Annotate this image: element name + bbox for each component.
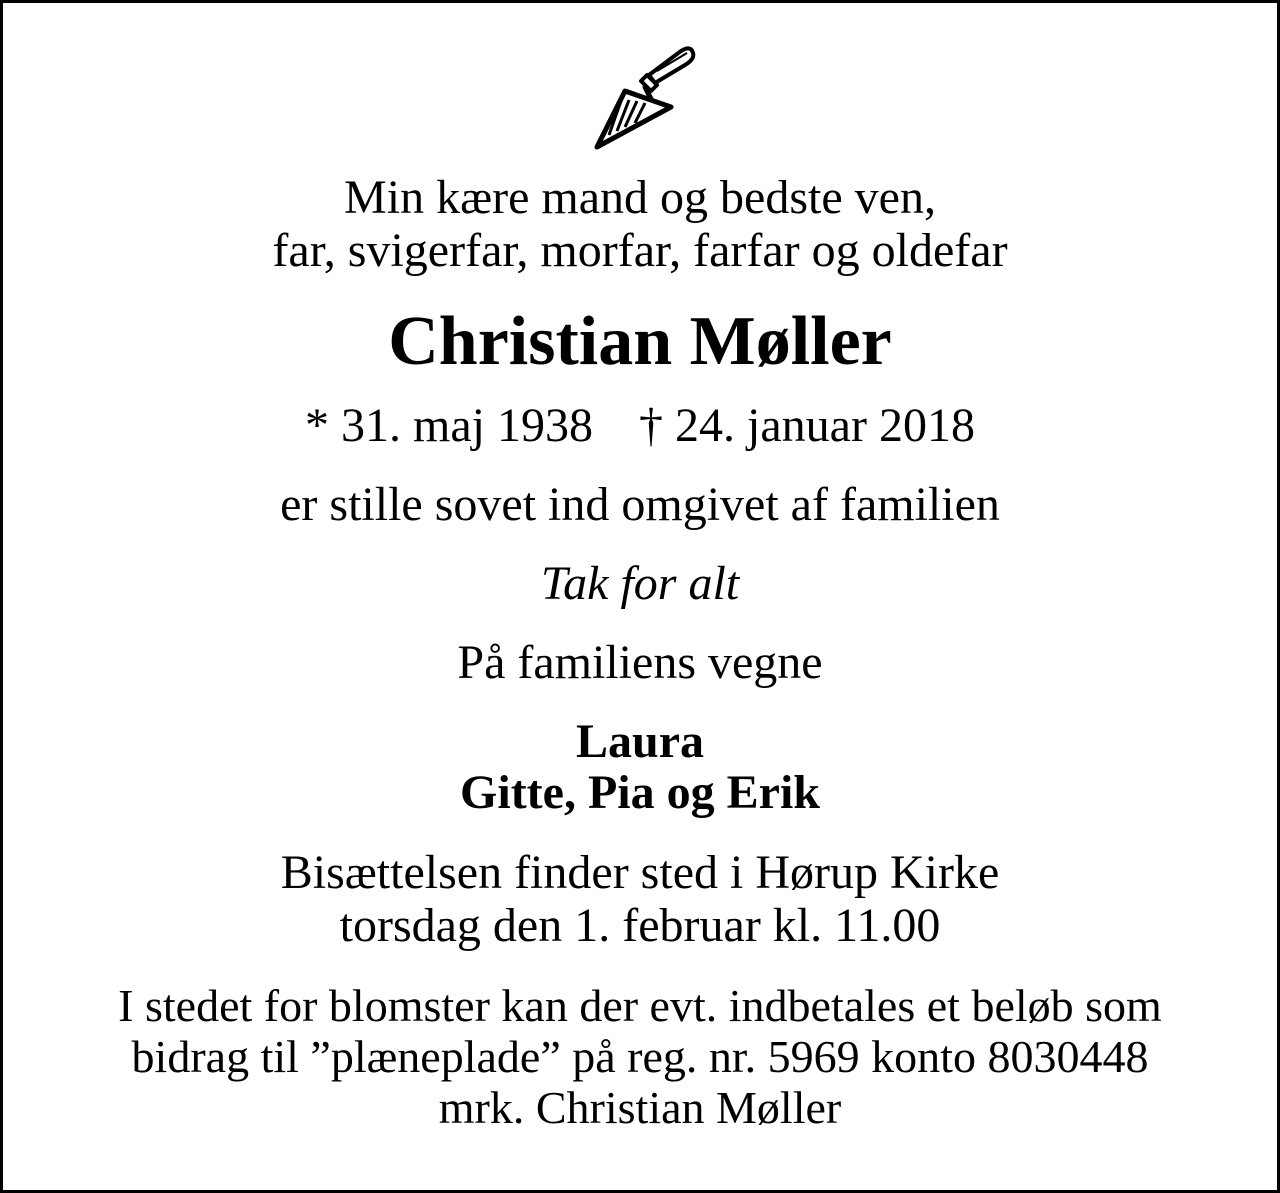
donation-line-1: I stedet for blomster kan der evt. indbetales et beløb som <box>118 980 1162 1031</box>
deceased-name: Christian Møller <box>388 303 892 380</box>
passed-away-text: er stille sovet ind omgivet af familien <box>280 478 1000 531</box>
funeral-line-1: Bisættelsen finder sted i Hørup Kirke <box>280 846 1000 899</box>
on-behalf-text: På familiens vegne <box>457 636 823 689</box>
intro-line-2: far, svigerfar, morfar, farfar og oldefar <box>272 224 1008 277</box>
family-line-2: Gitte, Pia og Erik <box>460 766 820 819</box>
birth-date: * 31. maj 1938 <box>305 399 594 452</box>
intro-line-1: Min kære mand og bedste ven, <box>344 171 936 224</box>
thanks-text: Tak for alt <box>540 557 740 610</box>
donation-line-2: bidrag til ”plæneplade” på reg. nr. 5969 konto 8030448 <box>131 1031 1149 1082</box>
death-date: † 24. januar 2018 <box>639 399 975 452</box>
trowel-icon <box>587 45 699 150</box>
donation-line-3: mrk. Christian Møller <box>438 1082 842 1133</box>
life-dates <box>3 399 1277 452</box>
funeral-line-2: torsdag den 1. februar kl. 11.00 <box>339 899 941 952</box>
family-line-1: Laura <box>575 715 704 768</box>
